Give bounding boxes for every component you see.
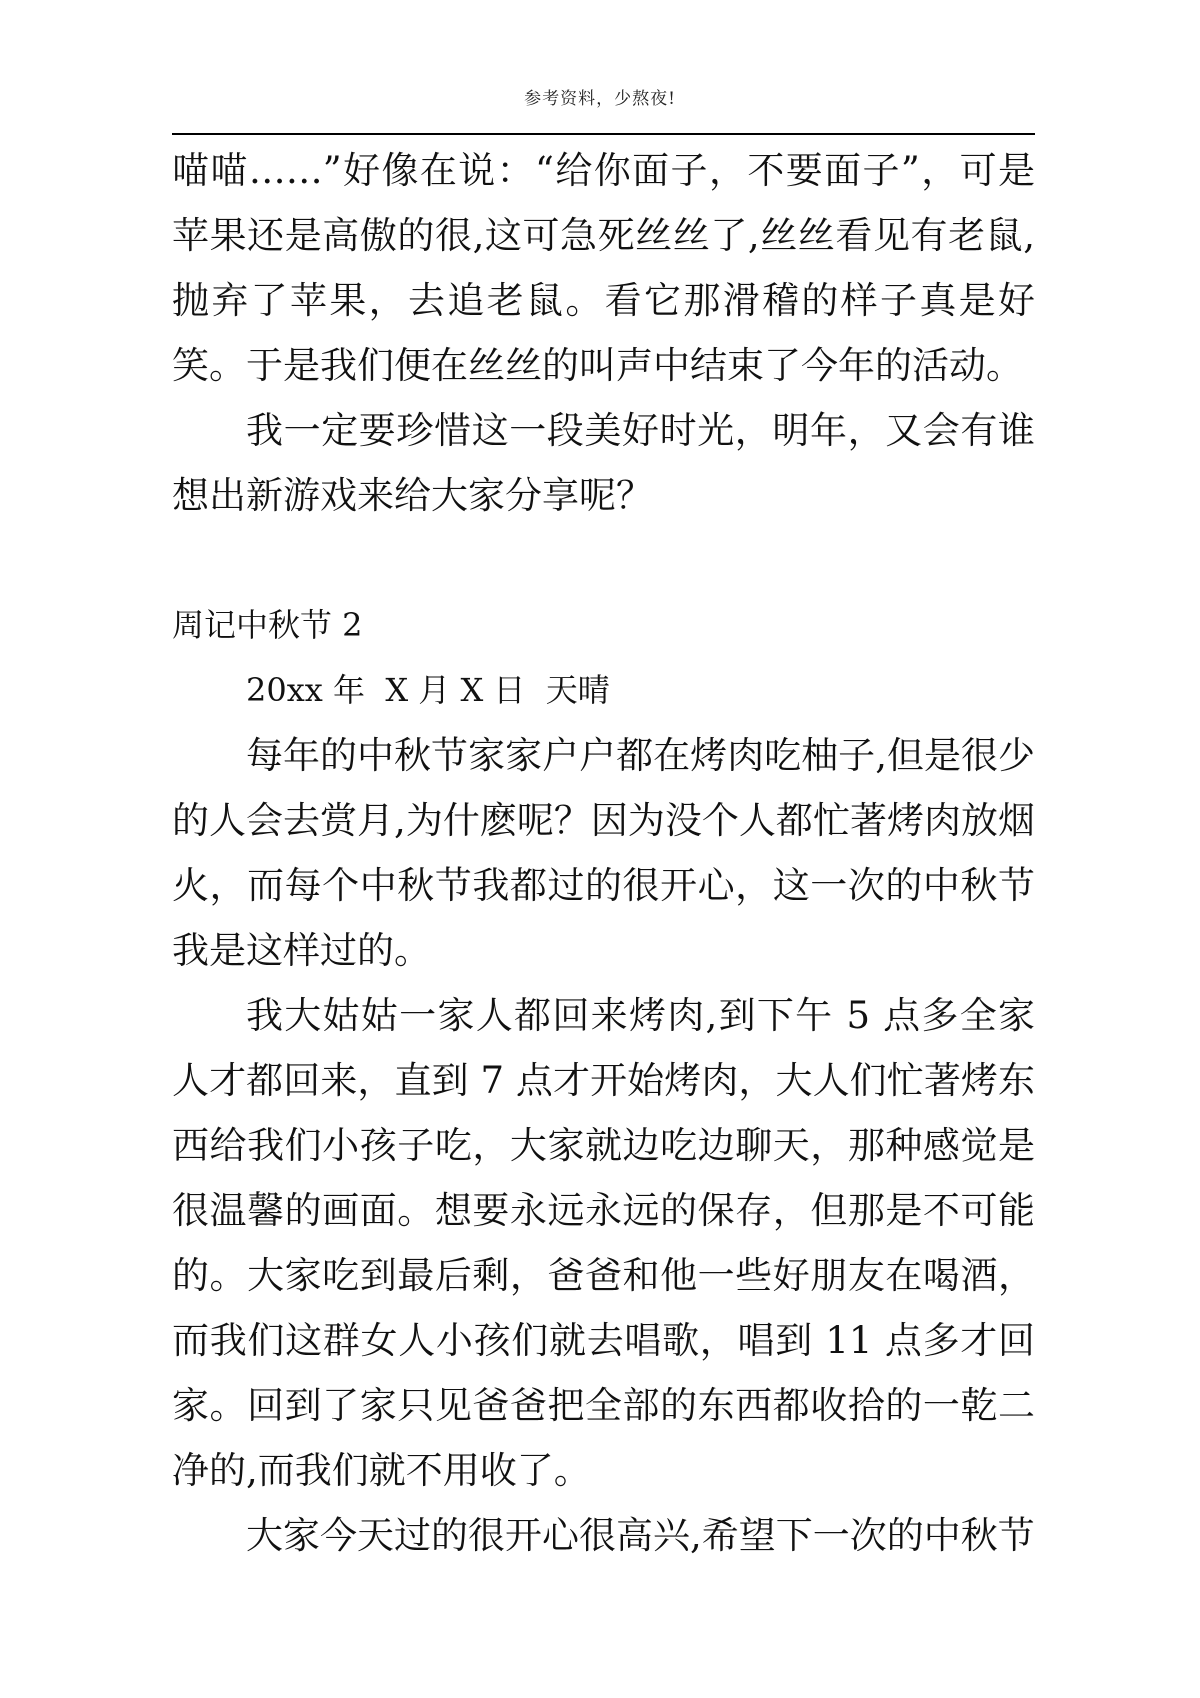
header-divider: [172, 133, 1035, 135]
paragraph-bbq-night: 我大姑姑一家人都回来烤肉,到下午 5 点多全家人才都回来，直到 7 点才开始烤肉，大人们忙著烤东西给我们小孩子吃，大家就边吃边聊天，那种感觉是很温馨的画面。想要永远永远的保存，但那是不可能的。大家吃到最后剩，爸爸和他一些好朋友在喝酒，而我们这群女人小孩们就去唱歌，唱到 11 点多才回家。回到了家只见爸爸把全部的东西都收拾的一乾二净的,而我们就不用收了。: [172, 994, 1035, 1492]
diary-date-line: 20xx 年 X 月 X 日 天晴: [246, 671, 610, 709]
paragraph-intro: 每年的中秋节家家户户都在烤肉吃柚子,但是很少的人会去赏月,为什麽呢？因为没个人都忙著烤肉放烟火，而每个中秋节我都过的很开心，这一次的中秋节我是这样过的。: [172, 734, 1035, 972]
section-spacer: [172, 528, 1035, 593]
page-header: 参考资料，少熬夜!: [524, 89, 676, 109]
paragraph-reflection: 我一定要珍惜这一段美好时光，明年，又会有谁想出新游戏来给大家分享呢？: [172, 409, 1035, 517]
section-heading: 周记中秋节 2: [172, 606, 363, 644]
paragraph-closing: 大家今天过的很开心很高兴,希望下一次的中秋节: [246, 1514, 1035, 1557]
paragraph-story-ending: 喵喵……”好像在说：“给你面子，不要面子”，可是苹果还是高傲的很,这可急死丝丝了,丝丝看见有老鼠,抛弃了苹果，去追老鼠。看它那滑稽的样子真是好笑。于是我们便在丝丝的叫声中结束了今年的活动。: [172, 149, 1035, 387]
document-body: [172, 138, 1035, 1568]
